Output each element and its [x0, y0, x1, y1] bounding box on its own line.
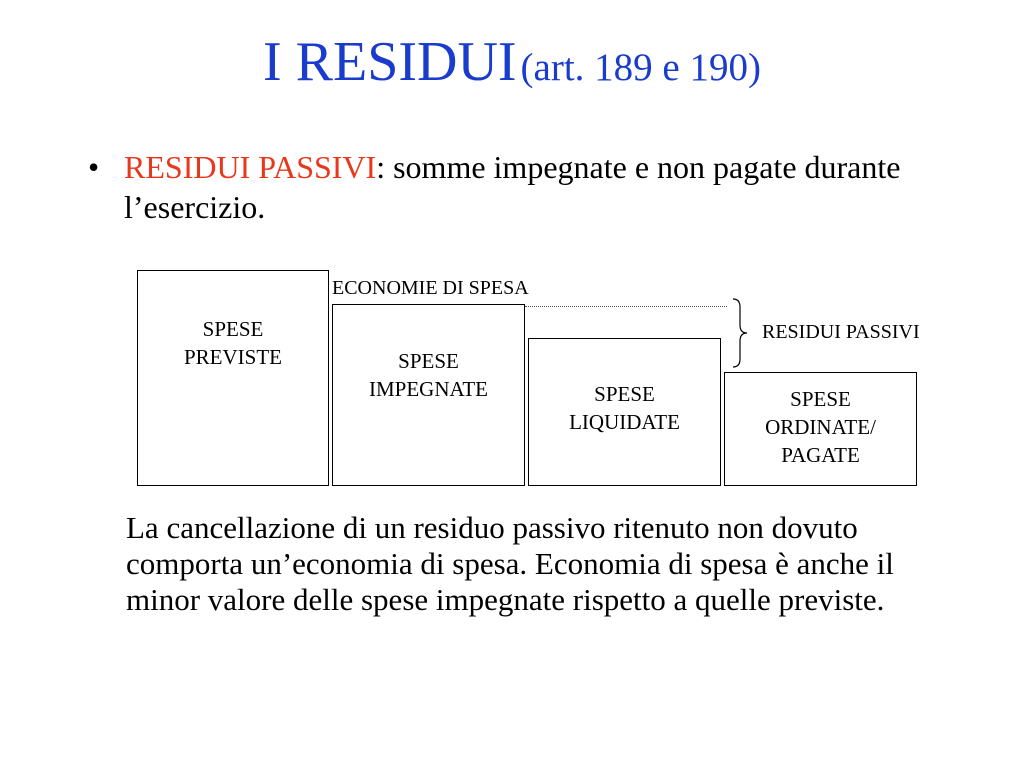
box-spese-liquidate: [528, 338, 721, 486]
explanation-paragraph: La cancellazione di un residuo passivo ritenuto non dovuto comporta un’economia di spesa. Economia di spesa è anche il minor valore delle spese impegnate rispetto a quelle previste.: [126, 510, 894, 617]
economie-di-spesa-label: ECONOMIE DI SPESA: [332, 277, 529, 299]
box-spese-previste: [137, 270, 329, 486]
bullet-text: [124, 147, 928, 227]
box-line: ORDINATE/: [765, 415, 876, 439]
box-line: PREVISTE: [183, 345, 282, 369]
bullet-term: RESIDUI PASSIVI: [124, 149, 377, 185]
box-spese-impegnate: [332, 304, 525, 486]
box-line: SPESE: [398, 349, 459, 373]
residui-passivi-label: RESIDUI PASSIVI: [762, 321, 920, 343]
bullet-definition: : somme impegnate e non pagate durante l’esercizio.: [124, 149, 901, 225]
box-line: SPESE: [594, 382, 655, 406]
box-line: SPESE: [790, 387, 851, 411]
slide-title: [0, 31, 1024, 93]
box-line: IMPEGNATE: [369, 377, 488, 401]
box-line: SPESE: [202, 317, 264, 341]
box-line: PAGATE: [781, 443, 860, 467]
bullet-point-icon: •: [88, 149, 100, 185]
title-main: I RESIDUI: [263, 31, 517, 93]
bullet-item: [88, 147, 928, 227]
right-brace-icon: [731, 298, 749, 368]
economie-dotted-line: [525, 306, 727, 307]
box-spese-ordinate-pagate: [724, 372, 917, 486]
box-line: LIQUIDATE: [569, 410, 680, 434]
title-article-reference: (art. 189 e 190): [520, 46, 761, 89]
